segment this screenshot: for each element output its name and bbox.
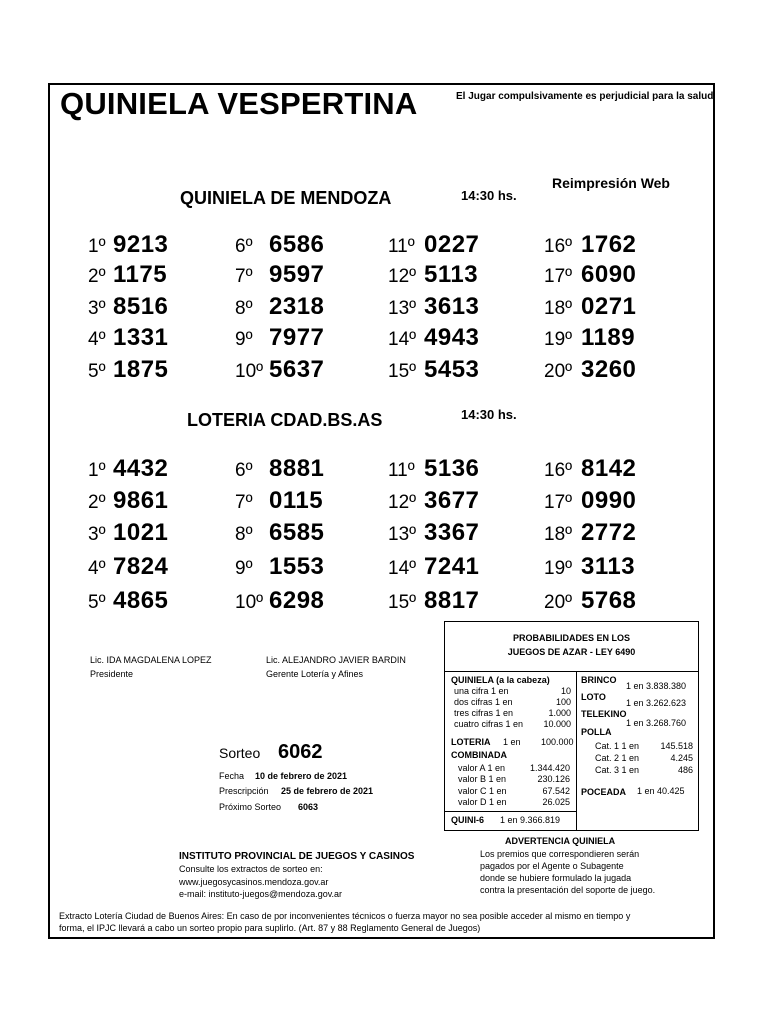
result-position: 15º — [388, 592, 417, 613]
result-position: 19º — [544, 329, 573, 350]
advertencia-line2: pagados por el Agente o Subagente — [480, 861, 624, 871]
result-number: 1175 — [113, 261, 168, 288]
result-number: 6586 — [269, 231, 325, 258]
result-position: 2º — [88, 492, 106, 513]
prob-brinco-text: 1 en 3.838.380 — [626, 681, 687, 691]
advertencia-line1: Los premios que correspondieren serán — [480, 849, 640, 859]
result-position: 16º — [544, 236, 573, 257]
signer-left-name: Lic. IDA MAGDALENA LOPEZ — [90, 655, 212, 665]
quiniela-row-label: dos cifras 1 en — [454, 697, 513, 707]
prescripcion-value: 25 de febrero de 2021 — [281, 786, 374, 796]
quiniela-row-label: tres cifras 1 en — [454, 708, 514, 718]
combinada-row-value: 230.126 — [537, 774, 570, 784]
quiniela-row-value: 10 — [560, 686, 571, 696]
result-number: 9213 — [113, 231, 169, 258]
result-position: 13º — [388, 524, 417, 545]
result-position: 18º — [544, 524, 573, 545]
institute-website: www.juegosycasinos.mendoza.gov.ar — [179, 877, 329, 887]
result-position: 14º — [388, 329, 417, 350]
result-number: 6298 — [269, 587, 325, 614]
prob-telekino-text: 1 en 3.268.760 — [626, 718, 687, 728]
prob-header-divider — [444, 671, 699, 672]
result-position: 11º — [388, 460, 415, 481]
result-number: 1021 — [113, 519, 169, 546]
result-number: 1331 — [113, 324, 169, 351]
result-number: 8516 — [113, 293, 169, 320]
advertencia-title: ADVERTENCIA QUINIELA — [505, 836, 616, 846]
prob-quini6-label: QUINI-6 — [451, 815, 485, 825]
result-position: 1º — [88, 236, 106, 257]
result-position: 1º — [88, 460, 106, 481]
prob-polla-label: POLLA — [581, 727, 612, 737]
institute-email: e-mail: instituto-juegos@mendoza.gov.ar — [179, 889, 343, 899]
result-number: 1189 — [581, 324, 636, 351]
bsas-time: 14:30 hs. — [461, 407, 517, 422]
result-number: 3367 — [424, 519, 480, 546]
polla-row-value: 145.518 — [660, 741, 693, 751]
result-number: 2772 — [581, 519, 637, 546]
institute-name: INSTITUTO PROVINCIAL DE JUEGOS Y CASINOS — [179, 851, 415, 862]
quiniela-row-value: 100 — [555, 697, 571, 707]
result-number: 3113 — [581, 553, 636, 580]
result-number: 9597 — [269, 261, 325, 288]
institute-line1: Consulte los extractos de sorteo en: — [179, 864, 323, 874]
footer-line2: forma, el IPJC llevará a cabo un sorteo propio para suplirlo. (Art. 87 y 88 Reglamento General de Juegos) — [59, 923, 481, 933]
result-number: 1875 — [113, 356, 169, 383]
result-position: 13º — [388, 298, 417, 319]
result-position: 8º — [235, 298, 253, 319]
result-number: 3260 — [581, 356, 637, 383]
prob-poceada-text: 1 en 40.425 — [637, 786, 685, 796]
result-position: 19º — [544, 558, 573, 579]
result-position: 14º — [388, 558, 417, 579]
prob-brinco-label: BRINCO — [581, 675, 617, 685]
combinada-row-value: 26.025 — [542, 797, 570, 807]
polla-row-value: 4.245 — [670, 753, 693, 763]
polla-row-value: 486 — [677, 765, 693, 775]
sorteo-label: Sorteo — [219, 745, 261, 761]
mendoza-title: QUINIELA DE MENDOZA — [180, 188, 392, 208]
result-number: 4943 — [424, 324, 480, 351]
quiniela-row-label: cuatro cifras 1 en — [454, 719, 524, 729]
result-number: 7977 — [269, 324, 325, 351]
prob-column-divider — [576, 672, 577, 831]
result-position: 3º — [88, 524, 106, 545]
result-position: 2º — [88, 266, 106, 287]
result-number: 6585 — [269, 519, 325, 546]
result-number: 8142 — [581, 455, 637, 482]
prob-loto-text: 1 en 3.262.623 — [626, 698, 687, 708]
health-warning: El Jugar compulsivamente es perjudicial para la salud — [456, 91, 714, 102]
advertencia-line4: contra la presentación del soporte de juego. — [480, 885, 656, 895]
result-position: 5º — [88, 361, 106, 382]
polla-row-label: Cat. 1 1 en — [595, 741, 640, 751]
prob-poceada-label: POCEADA — [581, 787, 627, 797]
result-position: 7º — [235, 492, 253, 513]
prob-loteria-text: 1 en — [503, 737, 521, 747]
result-number: 5637 — [269, 356, 325, 383]
result-position: 18º — [544, 298, 573, 319]
result-number: 7824 — [113, 553, 169, 580]
combinada-row-value: 67.542 — [542, 786, 570, 796]
combinada-row-label: valor A 1 en — [458, 763, 506, 773]
quiniela-row-label: una cifra 1 en — [454, 686, 509, 696]
result-position: 3º — [88, 298, 106, 319]
proximo-value: 6063 — [298, 802, 319, 812]
result-position: 20º — [544, 361, 573, 382]
result-number: 3677 — [424, 487, 480, 514]
result-position: 6º — [235, 236, 253, 257]
result-position: 12º — [388, 492, 417, 513]
result-number: 6090 — [581, 261, 637, 288]
signer-right-name: Lic. ALEJANDRO JAVIER BARDIN — [266, 655, 406, 665]
result-number: 5453 — [424, 356, 480, 383]
result-position: 9º — [235, 329, 253, 350]
prob-title-1: PROBABILIDADES EN LOS — [512, 633, 630, 643]
prob-quini6-divider — [444, 811, 577, 812]
polla-row-label: Cat. 2 1 en — [595, 753, 640, 763]
prescripcion-label: Prescripción — [219, 786, 269, 796]
bsas-title: LOTERIA CDAD.BS.AS — [187, 410, 383, 430]
footer-line1: Extracto Lotería Ciudad de Buenos Aires: En caso de por inconvenientes técnicos o fuerza mayor no sea posible acceder al mismo en tiempo y — [59, 911, 631, 921]
prob-telekino-label: TELEKINO — [581, 709, 627, 719]
result-position: 17º — [544, 266, 573, 287]
result-position: 4º — [88, 558, 106, 579]
result-number: 5113 — [424, 261, 479, 288]
quiniela-row-value: 10.000 — [543, 719, 571, 729]
prob-quini6-text: 1 en 9.366.819 — [500, 815, 561, 825]
result-number: 4432 — [113, 455, 169, 482]
prob-loto-label: LOTO — [581, 692, 606, 702]
result-position: 10º — [235, 361, 264, 382]
quiniela-row-value: 1.000 — [548, 708, 571, 718]
result-position: 15º — [388, 361, 417, 382]
prob-combinada-label: COMBINADA — [451, 750, 507, 760]
result-position: 4º — [88, 329, 106, 350]
result-number: 0271 — [581, 293, 637, 320]
result-position: 5º — [88, 592, 106, 613]
combinada-row-label: valor D 1 en — [458, 797, 507, 807]
result-position: 11º — [388, 236, 415, 257]
prob-loteria-value: 100.000 — [541, 737, 574, 747]
fecha-label: Fecha — [219, 771, 245, 781]
prob-loteria-label: LOTERIA — [451, 737, 491, 747]
mendoza-time: 14:30 hs. — [461, 188, 517, 203]
sorteo-number: 6062 — [278, 741, 323, 763]
result-number: 8881 — [269, 455, 325, 482]
result-number: 3613 — [424, 293, 480, 320]
result-number: 4865 — [113, 587, 169, 614]
result-number: 0115 — [269, 487, 324, 514]
fecha-value: 10 de febrero de 2021 — [255, 771, 348, 781]
result-number: 1762 — [581, 231, 637, 258]
prob-title-2: JUEGOS DE AZAR - LEY 6490 — [507, 647, 636, 657]
result-position: 8º — [235, 524, 253, 545]
combinada-row-label: valor C 1 en — [458, 786, 507, 796]
result-position: 16º — [544, 460, 573, 481]
result-number: 0990 — [581, 487, 637, 514]
result-number: 0227 — [424, 231, 480, 258]
combinada-row-value: 1.344.420 — [529, 763, 570, 773]
result-position: 6º — [235, 460, 253, 481]
result-number: 2318 — [269, 293, 325, 320]
result-number: 5768 — [581, 587, 637, 614]
proximo-label: Próximo Sorteo — [219, 802, 282, 812]
result-position: 7º — [235, 266, 253, 287]
result-number: 1553 — [269, 553, 325, 580]
result-number: 8817 — [424, 587, 480, 614]
result-position: 10º — [235, 592, 264, 613]
result-position: 9º — [235, 558, 253, 579]
reprint-label: Reimpresión Web — [552, 175, 670, 191]
advertencia-line3: donde se hubiere formulado la jugada — [480, 873, 632, 883]
result-position: 12º — [388, 266, 417, 287]
combinada-row-label: valor B 1 en — [458, 774, 507, 784]
signer-left-role: Presidente — [90, 669, 134, 679]
result-position: 17º — [544, 492, 573, 513]
result-number: 9861 — [113, 487, 169, 514]
page-title: QUINIELA VESPERTINA — [60, 86, 418, 121]
result-number: 5136 — [424, 455, 480, 482]
prob-quiniela-label: QUINIELA (a la cabeza) — [451, 675, 550, 685]
polla-row-label: Cat. 3 1 en — [595, 765, 640, 775]
result-position: 20º — [544, 592, 573, 613]
result-number: 7241 — [424, 553, 480, 580]
signer-right-role: Gerente Lotería y Afines — [266, 669, 364, 679]
